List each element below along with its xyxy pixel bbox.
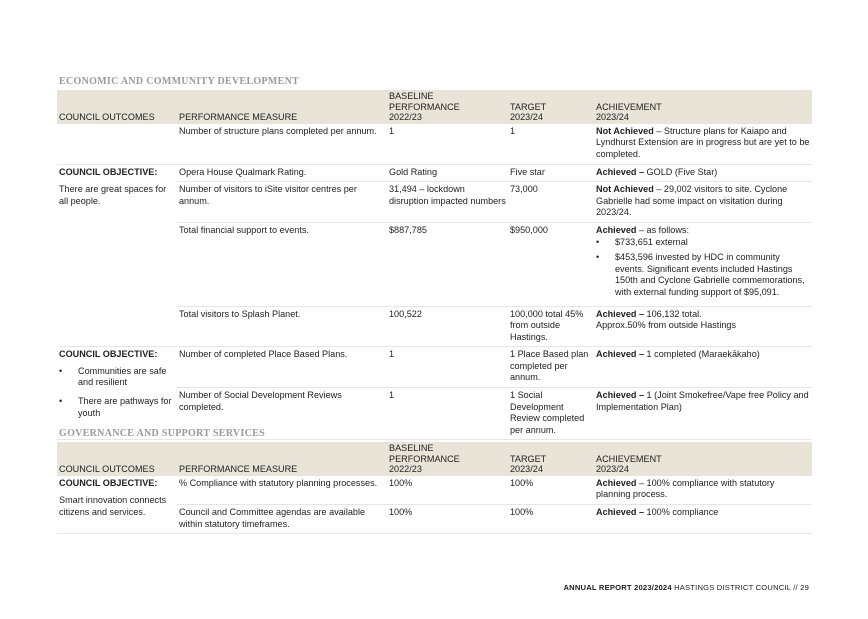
achievement-cell: Achieved – as follows: • $733,651 external • $453,596 invested by HDC in community events. Significant events included Hastings 150th and Cyclone Gabrielle commemorations, with external funding support of $95,091.: [594, 222, 812, 306]
measure-cell: % Compliance with statutory planning processes.: [177, 476, 387, 505]
objective-label: COUNCIL OBJECTIVE:: [59, 349, 158, 360]
economic-table: [57, 90, 812, 440]
achievement-cell: Achieved – 100% compliance with statutory planning process.: [594, 476, 812, 505]
header-target: TARGET 2023/24: [508, 442, 594, 476]
measure-cell: Opera House Qualmark Rating.: [177, 164, 387, 182]
achievement-cell: Achieved – 100% compliance: [594, 504, 812, 533]
header-outcomes: COUNCIL OUTCOMES: [57, 442, 177, 476]
page-footer: [563, 582, 809, 594]
objective-label: COUNCIL OBJECTIVE:: [59, 477, 158, 488]
target-cell: 73,000: [508, 182, 594, 223]
objective-text: There are great spaces for all people.: [59, 184, 167, 206]
council-objective-3: [57, 476, 177, 534]
target-cell: $950,000: [508, 222, 594, 306]
table-row: [57, 124, 812, 164]
header-baseline: BASELINE PERFORMANCE 2022/23: [387, 442, 508, 476]
achievement-cell: Achieved – 1 completed (Maraekākaho): [594, 347, 812, 388]
measure-cell: Number of visitors to iSite visitor centres per annum.: [177, 182, 387, 223]
baseline-cell: 100%: [387, 504, 508, 533]
achievement-cell: Not Achieved – Structure plans for Kaiapo and Lyndhurst Extension are in progress but are yet to be completed.: [594, 124, 812, 164]
header-achievement: ACHIEVEMENT 2023/24: [594, 442, 812, 476]
list-item: • $453,596 invested by HDC in community events. Significant events included Hastings 150th and Cyclone Gabrielle commemorations, with external funding support of $95,091.: [615, 252, 810, 298]
measure-cell: Number of structure plans completed per annum.: [177, 124, 387, 164]
target-cell: 100,000 total 45% from outside Hastings.: [508, 306, 594, 347]
governance-table: [57, 442, 812, 534]
header-measure: PERFORMANCE MEASURE: [177, 90, 387, 124]
target-cell: 1 Place Based plan completed per annum.: [508, 347, 594, 388]
header-outcomes: COUNCIL OUTCOMES: [57, 90, 177, 124]
baseline-cell: 100,522: [387, 306, 508, 347]
list-item: • $733,651 external: [615, 237, 810, 249]
section-title-governance: GOVERNANCE AND SUPPORT SERVICES: [59, 428, 265, 439]
target-cell: 1: [508, 124, 594, 164]
footer-council: HASTINGS DISTRICT COUNCIL: [674, 583, 791, 592]
measure-cell: Council and Committee agendas are available within statutory timeframes.: [177, 504, 387, 533]
achievement-cell: Achieved – 1 (Joint Smokefree/Vape free Policy and Implementation Plan): [594, 388, 812, 440]
baseline-cell: 100%: [387, 476, 508, 505]
council-objective-1: [57, 164, 177, 347]
table-header-row: [57, 442, 812, 476]
measure-cell: Number of completed Place Based Plans.: [177, 347, 387, 388]
objective-bullets: [59, 366, 175, 419]
page-number: 29: [800, 583, 809, 592]
target-cell: 1 Social Development Review completed per annum.: [508, 388, 594, 440]
baseline-cell: 1: [387, 388, 508, 440]
header-achievement: ACHIEVEMENT 2023/24: [594, 90, 812, 124]
footer-separator: //: [793, 583, 798, 592]
target-cell: 100%: [508, 504, 594, 533]
baseline-cell: 1: [387, 347, 508, 388]
achievement-cell: Achieved – 106,132 total. Approx.50% from outside Hastings: [594, 306, 812, 347]
measure-cell: Number of Social Development Reviews completed.: [177, 388, 387, 440]
baseline-cell: 31,494 – lockdown disruption impacted numbers: [387, 182, 508, 223]
footer-report: ANNUAL REPORT 2023/2024: [563, 583, 672, 592]
target-cell: 100%: [508, 476, 594, 505]
table-row: [57, 347, 812, 388]
target-cell: Five star: [508, 164, 594, 182]
baseline-cell: Gold Rating: [387, 164, 508, 182]
list-item: • Communities are safe and resilient: [78, 366, 175, 389]
list-item: • There are pathways for youth: [78, 396, 175, 419]
table-header-row: [57, 90, 812, 124]
baseline-cell: $887,785: [387, 222, 508, 306]
header-target: TARGET 2023/24: [508, 90, 594, 124]
objective-label: COUNCIL OBJECTIVE:: [59, 166, 158, 177]
section-title-economic: ECONOMIC AND COMMUNITY DEVELOPMENT: [59, 76, 300, 87]
council-objective-2: [57, 347, 177, 440]
header-baseline: BASELINE PERFORMANCE 2022/23: [387, 90, 508, 124]
measure-cell: Total financial support to events.: [177, 222, 387, 306]
achievement-bullets: [596, 237, 810, 299]
header-measure: PERFORMANCE MEASURE: [177, 442, 387, 476]
achievement-cell: Achieved – GOLD (Five Star): [594, 164, 812, 182]
objective-text: Smart innovation connects citizens and services.: [59, 495, 167, 517]
achievement-cell: Not Achieved – 29,002 visitors to site. Cyclone Gabrielle had some impact on visitation during 2023/24.: [594, 182, 812, 223]
measure-cell: Total visitors to Splash Planet.: [177, 306, 387, 347]
baseline-cell: 1: [387, 124, 508, 164]
table-row: [57, 164, 812, 182]
table-row: [57, 476, 812, 505]
